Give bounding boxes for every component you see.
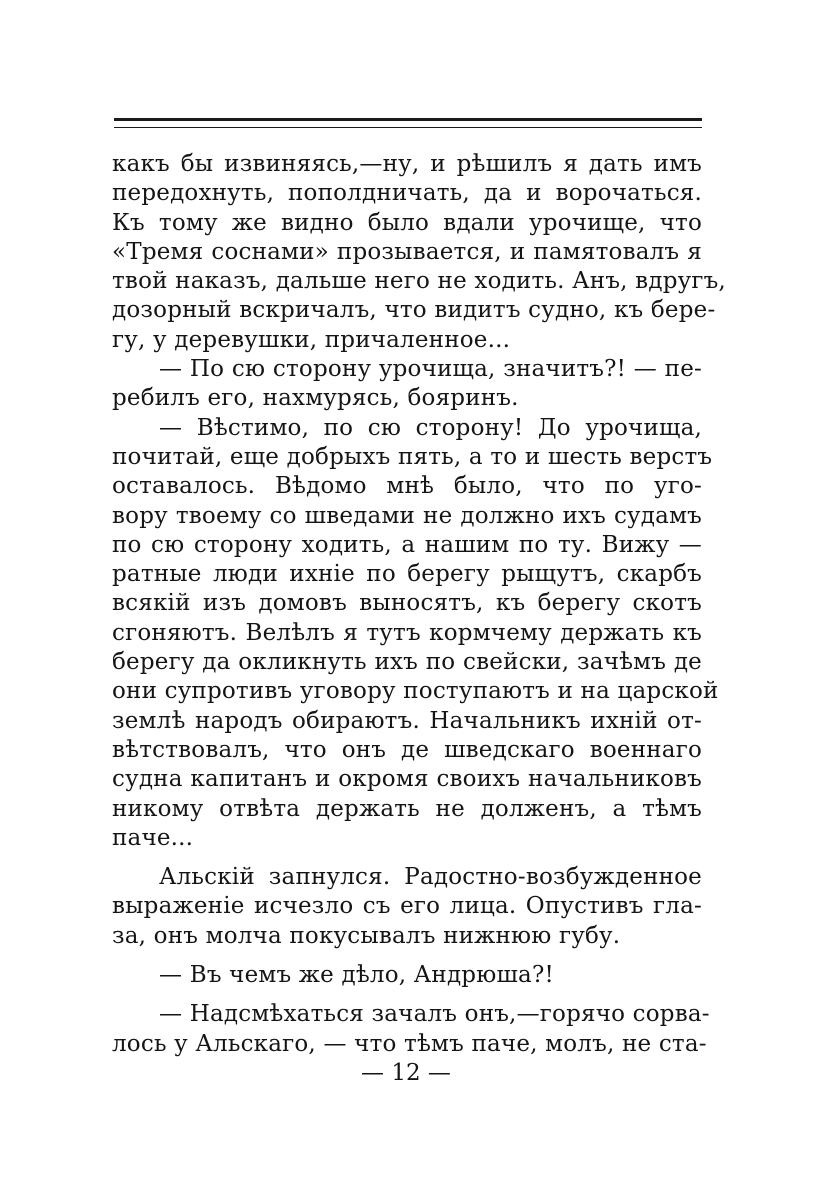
paragraph-gap bbox=[112, 951, 702, 961]
text-line: — Вѣстимо, по сю сторону! До урочища, bbox=[159, 414, 702, 441]
text-line: по сю сторону ходить, а нашим по ту. Вижу — bbox=[112, 531, 702, 558]
text-line: Къ тому же видно было вдали урочище, что bbox=[112, 209, 702, 236]
text-line: выраженіе исчезло съ его лица. Опустивъ гла- bbox=[112, 893, 702, 920]
page-text bbox=[112, 150, 726, 1059]
text-line: никому отвѣта держать не долженъ, а тѣмъ bbox=[112, 795, 702, 822]
text-line: за, онъ молча покусывалъ нижнюю губу. bbox=[112, 922, 621, 949]
text-line: — Въ чемъ же дѣло, Андрюша?! bbox=[159, 962, 554, 989]
paragraph bbox=[112, 414, 719, 853]
text-line: судна капитанъ и окромя своихъ начальниковъ bbox=[112, 766, 702, 793]
text-line: — По сю сторону урочища, значитъ?! — пе- bbox=[159, 356, 702, 383]
paragraph-gap bbox=[112, 853, 702, 863]
text-line: сгоняютъ. Велѣлъ я тутъ кормчему держать къ bbox=[112, 619, 702, 646]
text-line: Альскій запнулся. Радостно-возбужденное bbox=[159, 864, 702, 891]
text-line: вѣтствовалъ, что онъ де шведскаго военнаго bbox=[112, 736, 702, 763]
text-line: всякій изъ домовъ выносятъ, къ берегу скотъ bbox=[112, 590, 702, 617]
text-line: передохнуть, пополдничать, да и ворочаться. bbox=[112, 180, 702, 207]
text-line: паче... bbox=[112, 824, 194, 851]
page-number: — 12 — bbox=[361, 1060, 451, 1086]
text-line: ребилъ его, нахмурясь, бояринъ. bbox=[112, 385, 519, 412]
paragraph bbox=[112, 1000, 710, 1059]
text-line: какъ бы извиняясь,—ну, и рѣшилъ я дать имъ bbox=[112, 151, 702, 177]
text-line: они супротивъ уговору поступаютъ и на царской bbox=[112, 678, 719, 705]
text-line: дозорный вскричалъ, что видитъ судно, къ бере- bbox=[112, 297, 716, 324]
header-rule-thin bbox=[114, 127, 702, 128]
text-line: гу, у деревушки, причаленное... bbox=[112, 326, 511, 353]
header-rule-thick bbox=[114, 118, 702, 121]
text-line: почитай, еще добрыхъ пять, а то и шесть верстъ bbox=[112, 443, 713, 470]
paragraph bbox=[112, 863, 702, 951]
text-line: ратные люди ихніе по берегу рыщутъ, скарбъ bbox=[112, 561, 702, 588]
text-line: твой наказъ, дальше него не ходить. Анъ, вдругъ, bbox=[112, 268, 726, 295]
text-line: землѣ народъ обираютъ. Начальникъ ихній от- bbox=[112, 707, 702, 734]
paragraph bbox=[112, 150, 726, 355]
text-line: оставалось. Вѣдомо мнѣ было, что по уго- bbox=[112, 473, 702, 500]
paragraph bbox=[112, 355, 702, 414]
text-line: — Надсмѣхаться зачалъ онъ,—горячо сорва- bbox=[159, 1001, 710, 1028]
text-line: вору твоему со шведами не должно ихъ судамъ bbox=[112, 502, 702, 529]
text-line: берегу да окликнуть ихъ по свейски, зачѣмъ де bbox=[112, 649, 702, 676]
paragraph-gap bbox=[112, 990, 702, 1000]
text-line: лось у Альскаго, — что тѣмъ паче, молъ, не ста- bbox=[112, 1030, 707, 1057]
paragraph bbox=[112, 961, 702, 990]
text-line: «Тремя соснами» прозывается, и памятовалъ я bbox=[112, 238, 702, 265]
